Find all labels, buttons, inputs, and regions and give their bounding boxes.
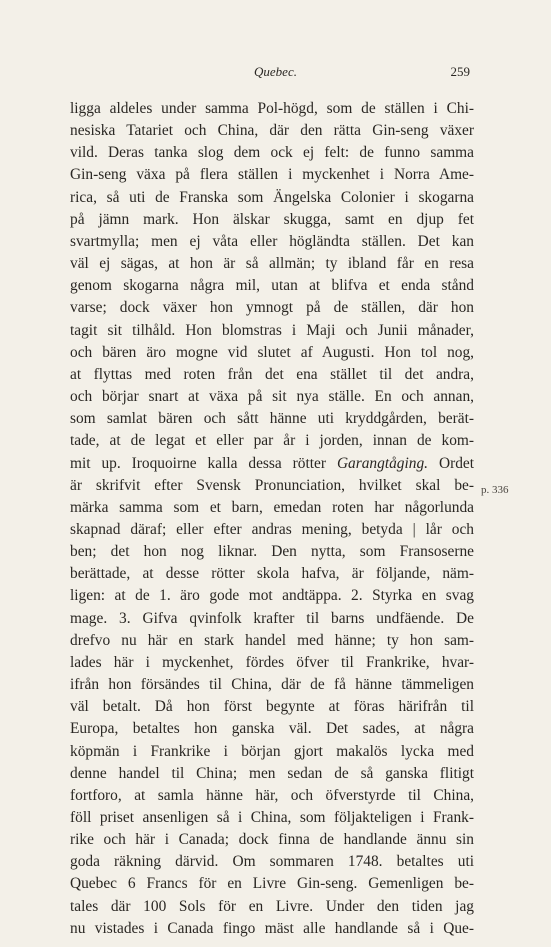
text-line [70,563,474,585]
text-line [70,453,474,475]
text-line [70,741,474,763]
line-text: mit up. Iroquoirne kalla dessa rötter [70,454,337,472]
text-line [70,475,474,497]
line-text: som samlat bären och sått hänne uti kryddgården, berät- [70,410,474,428]
line-text: ifrån hon försändes til China, där de få hänne tämmeligen [70,676,474,694]
running-head: Quebec. [254,64,297,79]
text-line [70,253,474,275]
text-line [70,187,474,209]
text-line [70,342,474,364]
text-line [70,497,474,519]
text-line [70,120,474,142]
text-line [70,320,474,342]
text-line [70,386,474,408]
line-text: drefvo nu här en stark handel med hänne; ty hon sam- [70,631,474,649]
line-text: rike och här i Canada; dock finna de handlande ännu sin [70,831,474,849]
line-text: köpmän i Frankrike i början gjort makalös lycka med [70,742,474,760]
italic-term: Garangtåging. [336,454,429,472]
line-text: märka samma som et barn, emedan roten har någorlunda [70,498,474,516]
text-line [70,763,474,785]
line-text: Europa, betaltes hon ganska väl. Det sades, at några [70,720,474,738]
text-line [70,364,474,386]
line-text: ben; det hon nog liknar. Den nytta, som Fransoserne [70,543,474,561]
line-text: Gin-seng växa på flera ställen i myckenhet i Norra Ame- [70,166,474,184]
body-text [70,98,474,940]
line-text: Quebec 6 Francs för en Livre Gin-seng. Gemenligen be- [70,875,474,893]
text-line [70,585,474,607]
text-line [70,829,474,851]
text-line [70,630,474,652]
line-text: ligga aldeles under samma Pol-högd, som de ställen i Chi- [70,100,474,117]
line-text: rica, så uti de Franska som Ängelska Colonier i skogarna [70,188,474,206]
text-line [70,696,474,718]
text-line [70,851,474,873]
line-text: skapnad däraf; eller efter andras mening, betyda | lår och [70,520,474,538]
line-text: tales där 100 Sols för en Livre. Under den tiden jag [70,897,474,915]
text-line [70,608,474,630]
line-text: mage. 3. Gifva qvinfolk krafter til barns undfäende. De [70,609,474,627]
line-text: berättade, at desse rötter skola hafva, är följande, näm- [70,565,474,583]
line-text: denne handel til China; men sedan de så ganska flitigt [70,764,474,782]
line-text: nu vistades i Canada fingo mäst alle handlande så i Que- [70,919,474,937]
line-text: tade, at de legat et eller par år i jorden, innan de kom- [70,432,474,450]
text-line [70,142,474,164]
line-text: på jämn mark. Hon älskar skugga, samt en djup fet [70,210,474,228]
text-line [70,652,474,674]
line-text: nesiska Tatariet och China, där den rätta Gin-seng växer [70,122,474,140]
page-header [0,64,551,84]
text-line [70,674,474,696]
margin-page-reference: p. 336 [481,484,509,496]
line-text: och bären äro mogne vid slutet af Augusti. Hon tol nog, [70,343,474,361]
text-line [70,164,474,186]
line-text: är skrifvit efter Svensk Pronunciation, hvilket skal be- [70,476,474,494]
text-line [70,209,474,231]
line-text: vild. Deras tanka slog dem ock ej felt: de funno samma [70,144,474,162]
line-text: föll priset ansenligen så i China, som följakteligen i Frank- [70,809,474,826]
text-line [70,297,474,319]
line-text: och börjar snart at växa på sit nya ställe. En och annan, [70,388,474,406]
line-text: fortforo, at samla hänne här, och öfverstyrde til China, [70,786,474,804]
line-text: tagit sit tilhåld. Hon blomstras i Maji och Junii månader, [70,321,474,339]
text-line [70,896,474,918]
line-text: goda räkning därvid. Om sommaren 1748. betaltes uti [70,853,474,871]
text-line [70,873,474,895]
line-text: väl betalt. Då hon först begynte at föras härifrån til [70,698,474,716]
line-text: väl ej sägas, at hon är så allmän; ty ibland får en resa [70,255,474,273]
text-line [70,541,474,563]
text-line [70,718,474,740]
line-text-after: Ordet [428,454,474,472]
text-line [70,275,474,297]
line-text: at flyttas med roten från det ena stället til det andra, [70,365,474,383]
text-line [70,430,474,452]
line-text: ligen: at de 1. äro gode mot andtäppa. 2. Styrka en svag [70,587,474,605]
text-line [70,98,474,120]
text-line [70,231,474,253]
line-text: genom skogarna några mil, utan at blifva et enda stånd [70,277,474,295]
line-text: varse; dock växer hon ymnogt på de ställen, där hon [70,299,474,317]
text-line [70,408,474,430]
line-text: svartmylla; men ej våta eller högländta ställen. Det kan [70,232,474,250]
text-line [70,807,474,829]
text-line [70,519,474,541]
text-line [70,918,474,940]
line-text: lades här i myckenhet, fördes öfver til Frankrike, hvar- [70,653,474,671]
text-line [70,785,474,807]
page-number: 259 [450,64,470,79]
